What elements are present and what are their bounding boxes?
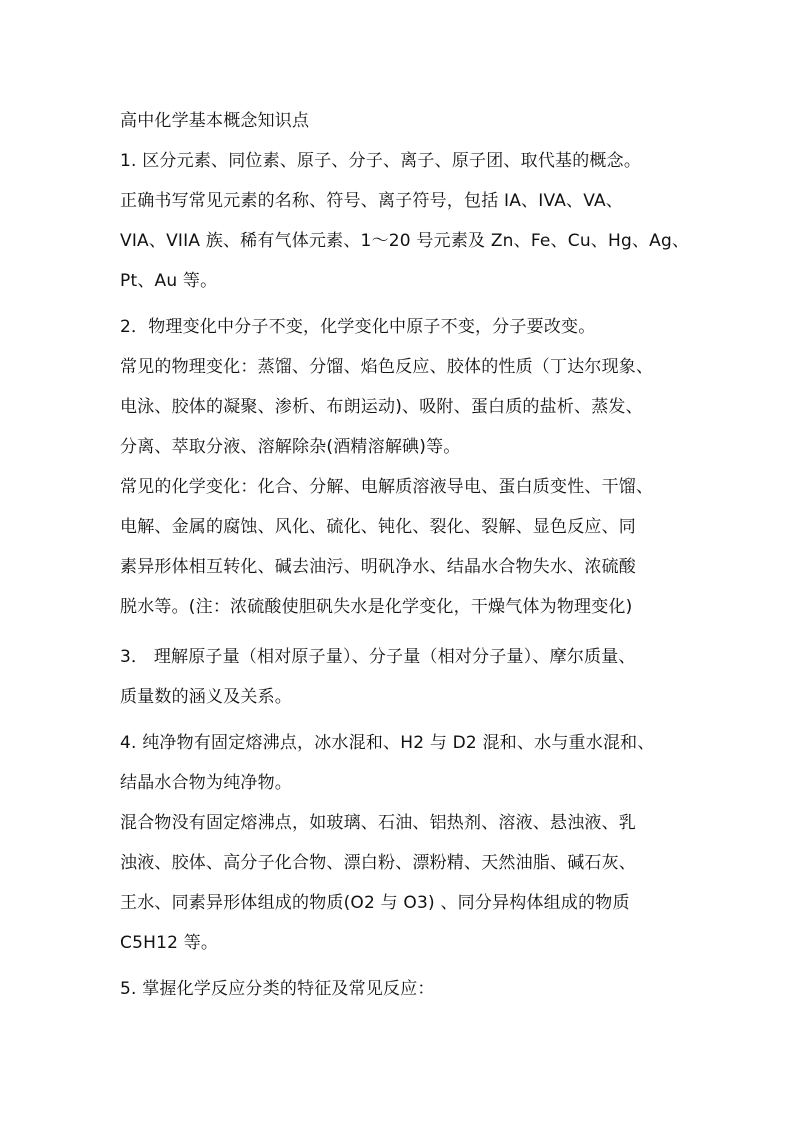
text-line: 常见的化学变化：化合、分解、电解质溶液导电、蛋白质变性、干馏、 xyxy=(120,477,654,497)
text-line: Pt、Au 等。 xyxy=(120,271,218,291)
text-line: 5. 掌握化学反应分类的特征及常见反应： xyxy=(120,979,435,999)
text-line: 电泳、胶体的凝聚、渗析、布朗运动)、吸附、蛋白质的盐析、蒸发、 xyxy=(120,397,643,417)
document-title: 高中化学基本概念知识点 xyxy=(120,111,310,131)
text-line: 2．物理变化中分子不变，化学变化中原子不变，分子要改变。 xyxy=(120,317,596,337)
text-line: VIA、VIIA 族、稀有气体元素、1～20 号元素及 Zn、Fe、Cu、Hg、Ag、 xyxy=(120,231,690,251)
text-line: 常见的物理变化：蒸馏、分馏、焰色反应、胶体的性质（丁达尔现象、 xyxy=(120,357,654,377)
text-line: 混合物没有固定熔沸点，如玻璃、石油、铝热剂、溶液、悬浊液、乳 xyxy=(120,813,636,833)
text-line: 1. 区分元素、同位素、原子、分子、离子、原子团、取代基的概念。 xyxy=(120,151,642,171)
text-line: 质量数的涵义及关系。 xyxy=(120,687,292,707)
text-line: 脱水等。(注：浓硫酸使胆矾失水是化学变化，干燥气体为物理变化) xyxy=(120,597,633,617)
text-line: 正确书写常见元素的名称、符号、离子符号，包括 IA、IVA、VA、 xyxy=(120,191,624,211)
text-line: 3． 理解原子量（相对原子量）、分子量（相对分子量）、摩尔质量、 xyxy=(120,647,636,667)
text-line: 浊液、胶体、高分子化合物、漂白粉、漂粉精、天然油脂、碱石灰、 xyxy=(120,853,636,873)
text-line: C5H12 等。 xyxy=(120,933,219,953)
text-line: 结晶水合物为纯净物。 xyxy=(120,773,292,793)
text-line: 王水、同素异形体组成的物质(O2 与 O3) 、同分异构体组成的物质 xyxy=(120,893,630,913)
text-line: 4. 纯净物有固定熔沸点，冰水混和、H2 与 D2 混和、水与重水混和、 xyxy=(120,733,655,753)
text-line: 电解、金属的腐蚀、风化、硫化、钝化、裂化、裂解、显色反应、同 xyxy=(120,517,636,537)
text-line: 分离、萃取分液、溶解除杂(酒精溶解碘)等。 xyxy=(120,437,461,457)
text-line: 素异形体相互转化、碱去油污、明矾净水、结晶水合物失水、浓硫酸 xyxy=(120,557,636,577)
